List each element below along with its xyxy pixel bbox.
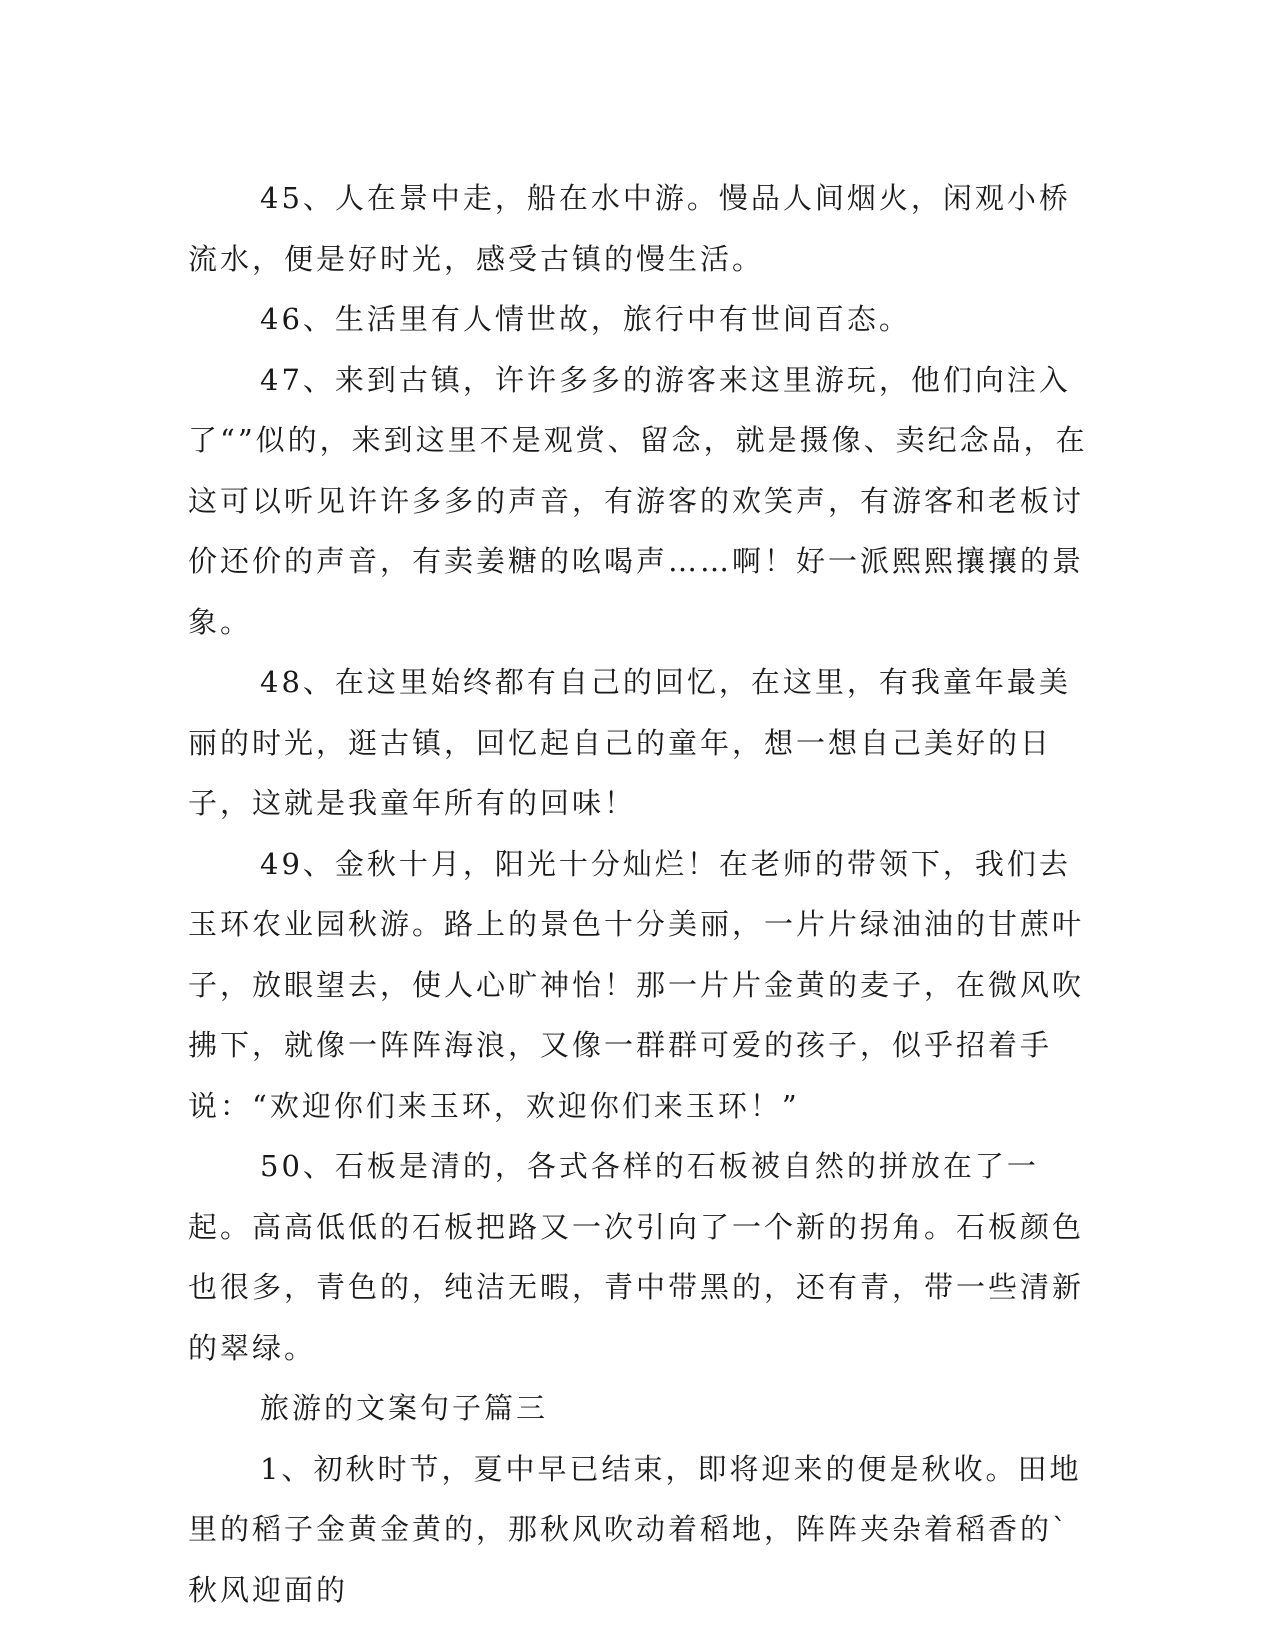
paragraph-50: 50、石板是清的，各式各样的石板被自然的拼放在了一起。高高低低的石板把路又一次引向了一个新的拐角。石板颜色也很多，青色的，纯洁无暇，青中带黑的，还有青，带一些清新的翠绿。 (188, 1149, 1085, 1365)
section-heading: 旅游的文案句子篇三 (260, 1391, 549, 1425)
paragraph-48: 48、在这里始终都有自己的回忆，在这里，有我童年最美丽的时光，逛古镇，回忆起自己的童年，想一想自己美好的日子，这就是我童年所有的回味！ (188, 665, 1071, 820)
paragraph-46: 46、生活里有人情世故，旅行中有世间百态。 (260, 302, 911, 336)
paragraph-47: 47、来到古镇，许许多多的游客来这里游玩，他们向注入了“”似的，来到这里不是观赏、留念，就是摄像、卖纪念品，在这可以听见许许多多的声音，有游客的欢笑声，有游客和老板讨价还价的声音，有卖姜糖的吆喝声……啊！好一派熙熙攘攘的景象。 (188, 362, 1088, 639)
paragraph-49: 49、金秋十月，阳光十分灿烂！在老师的带领下，我们去玉环农业园秋游。路上的景色十分美丽，一片片绿油油的甘蔗叶子，放眼望去，使人心旷神怡！那一片片金黄的麦子，在微风吹拂下，就像一阵阵海浪，又像一群群可爱的孩子，似乎招着手说：“欢迎你们来玉环，欢迎你们来玉环！” (188, 846, 1085, 1123)
paragraph-45: 45、人在景中走，船在水中游。慢品人间烟火，闲观小桥流水，便是好时光，感受古镇的慢生活。 (188, 181, 1071, 276)
document-body (188, 168, 1088, 1620)
paragraph-1: 1、初秋时节，夏中早已结束，即将迎来的便是秋收。田地里的稻子金黄金黄的，那秋风吹动着稻地，阵阵夹杂着稻香的`秋风迎面的 (188, 1451, 1082, 1607)
